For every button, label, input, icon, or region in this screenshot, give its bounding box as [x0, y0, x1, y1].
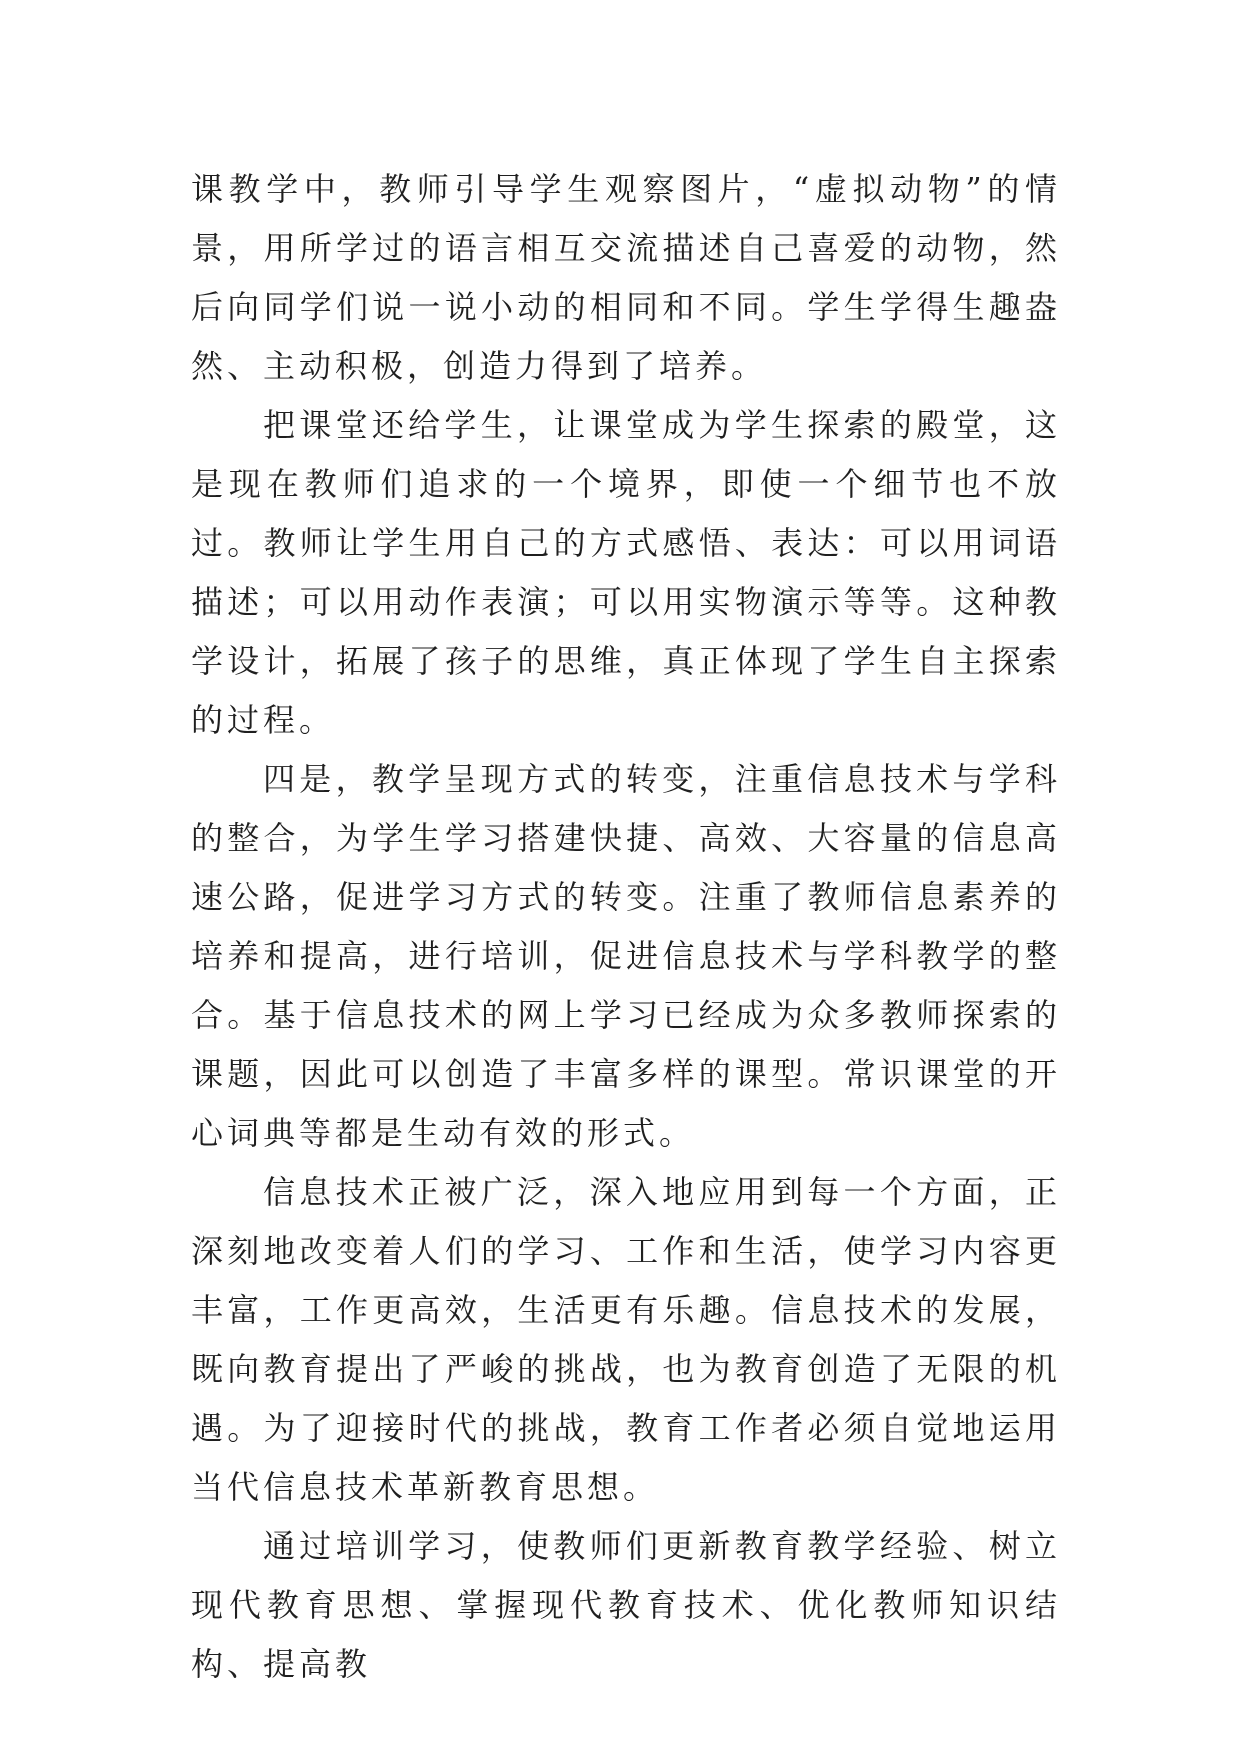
- paragraph-training-learning: 通过培训学习，使教师们更新教育教学经验、树立现代教育思想、掌握现代教育技术、优化教师知识结构、提高教: [191, 1527, 1061, 1683]
- paragraph-return-classroom: 把课堂还给学生，让课堂成为学生探索的殿堂，这是现在教师们追求的一个境界，即使一个细节也不放过。教师让学生用自己的方式感悟、表达：可以用词语描述；可以用动作表演；可以用实物演示等等。这种教学设计，拓展了孩子的思维，真正体现了学生自主探索的过程。: [191, 406, 1061, 739]
- paragraph-classroom-example: 课教学中，教师引导学生观察图片，“虚拟动物”的情景，用所学过的语言相互交流描述自己喜爱的动物，然后向同学们说一说小动的相同和不同。学生学得生趣盎然、主动积极，创造力得到了培养。: [191, 170, 1061, 385]
- paragraph-information-technology: 信息技术正被广泛，深入地应用到每一个方面，正深刻地改变着人们的学习、工作和生活，使学习内容更丰富，工作更高效，生活更有乐趣。信息技术的发展，既向教育提出了严峻的挑战，也为教育创造了无限的机遇。为了迎接时代的挑战，教育工作者必须自觉地运用当代信息技术革新教育思想。: [191, 1173, 1061, 1506]
- paragraph-presentation-change: 四是，教学呈现方式的转变，注重信息技术与学科的整合，为学生学习搭建快捷、高效、大容量的信息高速公路，促进学习方式的转变。注重了教师信息素养的培养和提高，进行培训，促进信息技术与学科教学的整合。基于信息技术的网上学习已经成为众多教师探索的课题，因此可以创造了丰富多样的课型。常识课堂的开心词典等都是生动有效的形式。: [191, 760, 1061, 1152]
- document-body: [191, 160, 1061, 1694]
